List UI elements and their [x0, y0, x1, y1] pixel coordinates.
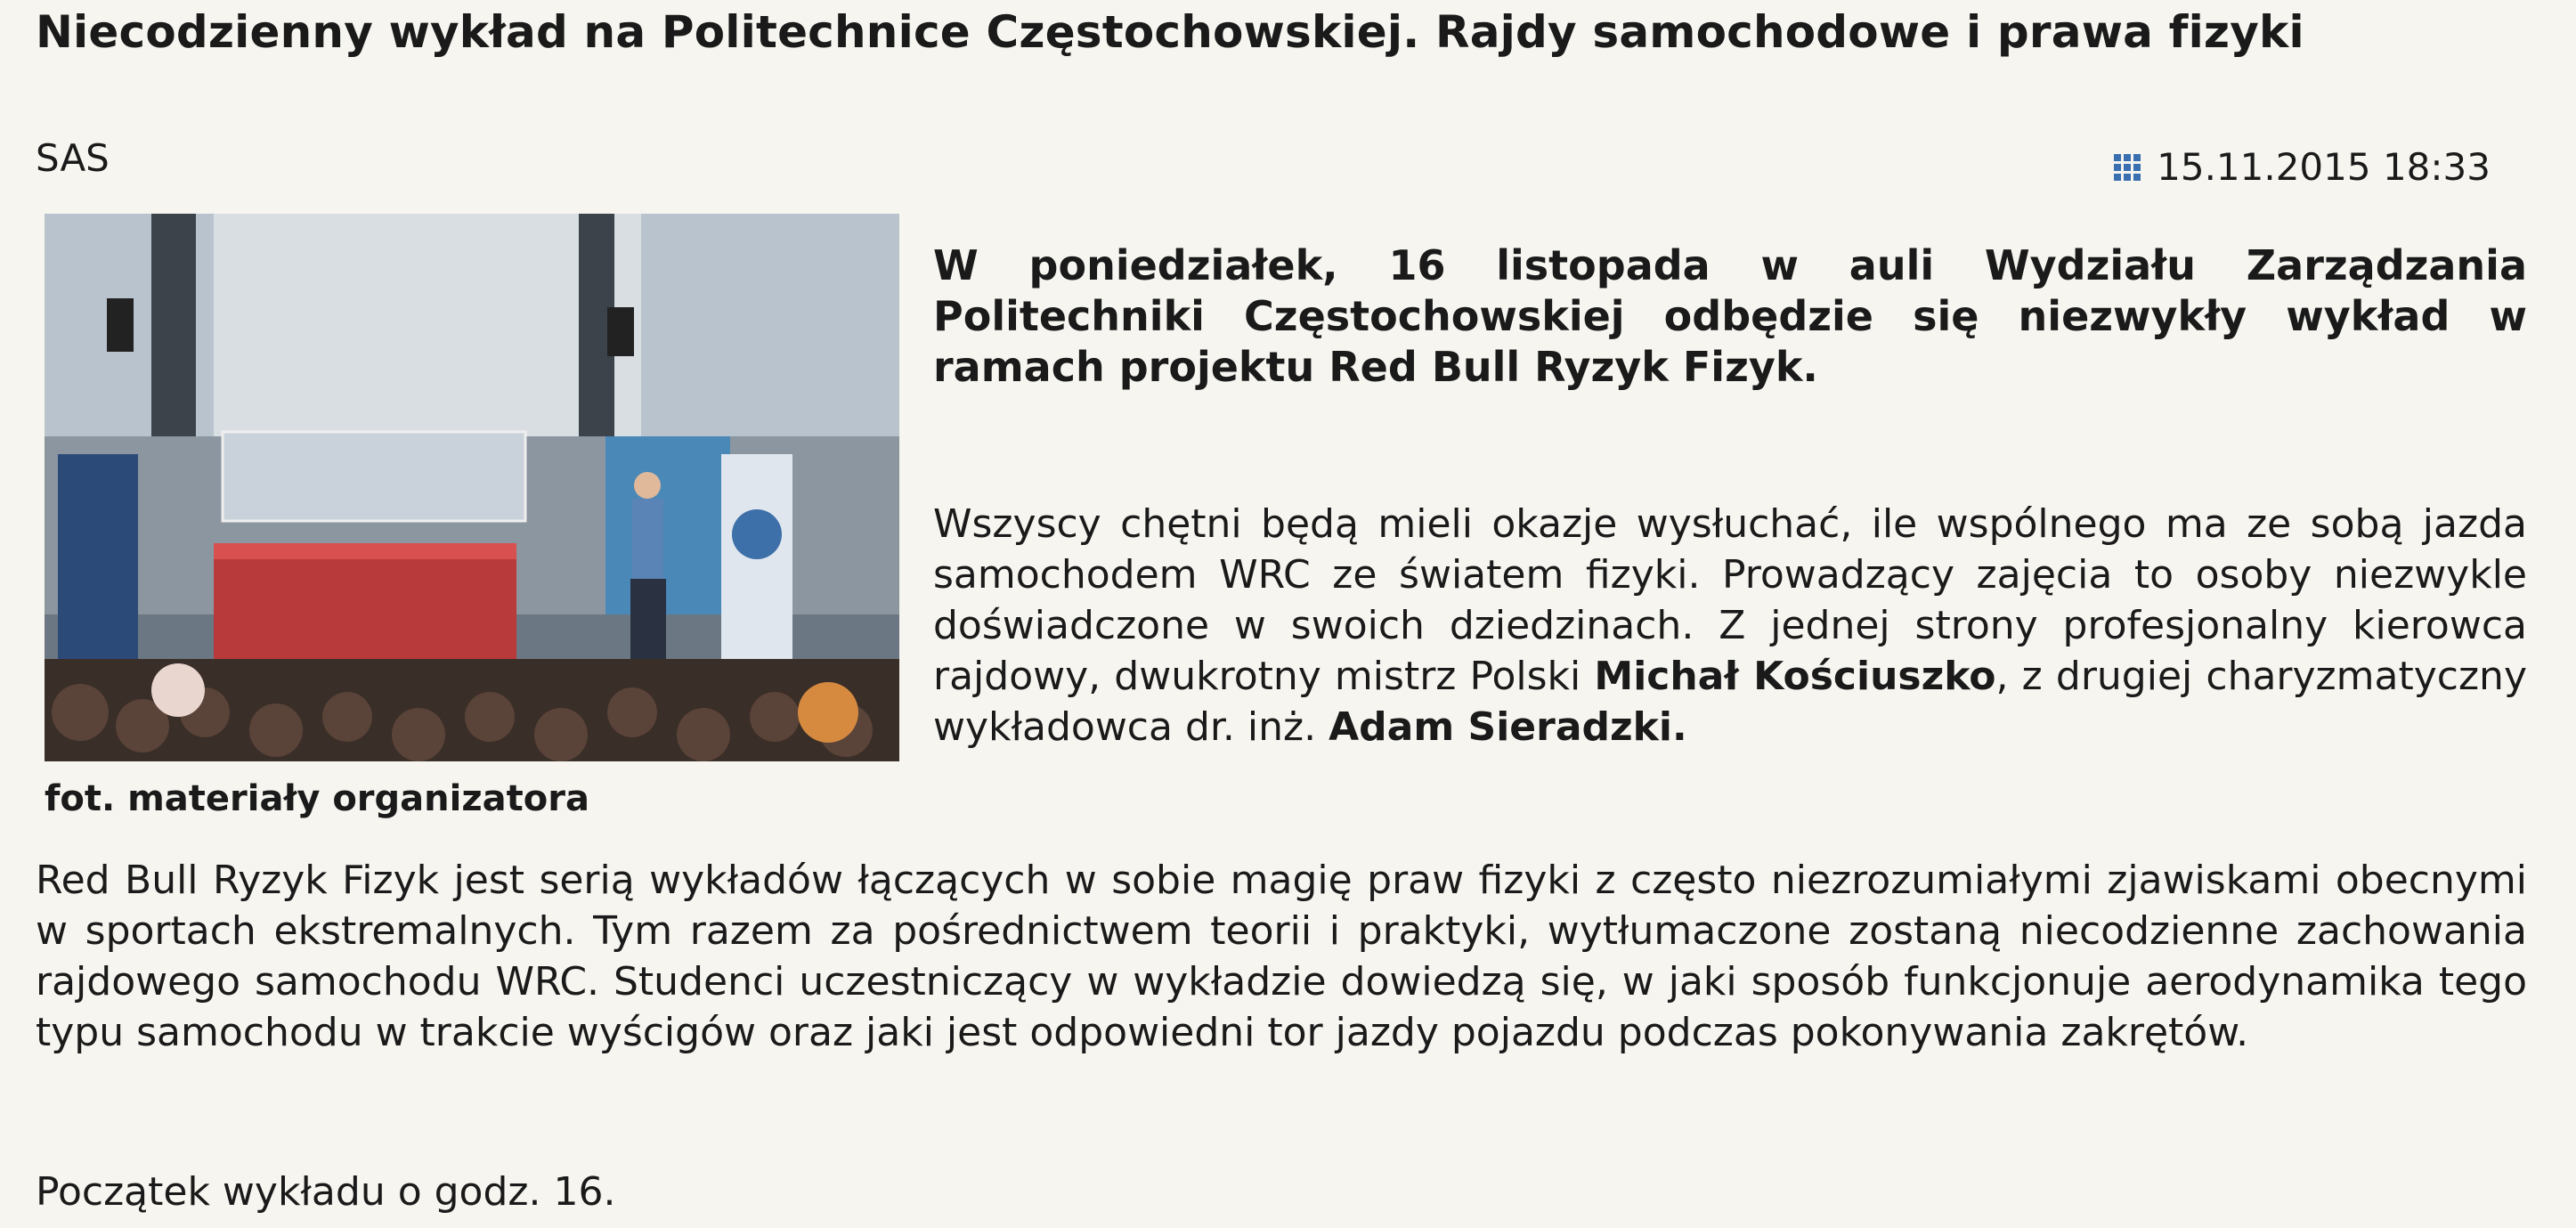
p1-mid: , z drugiej charyzmatyczny wykładowca dr. inż. — [933, 654, 2527, 750]
calendar-icon — [2114, 154, 2141, 181]
article-author: SAS — [36, 136, 110, 180]
p1-name-kosciuszko: Michał Kościuszko — [1594, 654, 1996, 699]
article-paragraph-2: Red Bull Ryzyk Fizyk jest serią wykładów łączących w sobie magię praw fizyki z często niezrozumiałymi zjawiskami obecnymi w sportach ekstremalnych. Tym razem za pośrednictwem teorii i praktyki, wytłumaczone zostaną niecodzienne zachowania rajdowego samochodu WRC. Studenci uczestniczący w wykładzie dowiedzą się, w jaki sposób funkcjonuje aerodynamika tego typu samochodu w trakcie wyścigów oraz jaki jest odpowiedni tor jazdy pojazdu podczas pokonywania zakrętów. — [36, 858, 2527, 1055]
article-date — [2114, 142, 2491, 192]
article-paragraph-3: Początek wykładu o godz. 16. — [36, 1169, 616, 1215]
article-title: Niecodzienny wykład na Politechnice Częstochowskiej. Rajdy samochodowe i prawa fizyki — [36, 6, 2304, 58]
article-lead: W poniedziałek, 16 listopada w auli Wydziału Zarządzania Politechniki Częstochowskiej odbędzie się niezwykły wykład w ramach projektu Red Bull Ryzyk Fizyk. — [933, 241, 2527, 391]
p1-text: Wszyscy chętni będą mieli okazje wysłuchać, ile wspólnego ma ze sobą jazda samochodem WRC ze światem fizyki. Prowadzący zajęcia to osoby niezwykle doświadczone w swoich dziedzinach. Z jednej strony profesjonalny kierowca rajdowy, dwukrotny mistrz Polski — [933, 501, 2527, 699]
p1-name-sieradzki: Adam Sieradzki. — [1329, 704, 1687, 750]
lecture-photo — [45, 214, 899, 761]
photo-caption: fot. materiały organizatora — [45, 778, 589, 819]
article-paragraph-1 — [933, 499, 2527, 752]
date-text: 15.11.2015 18:33 — [2157, 145, 2491, 189]
